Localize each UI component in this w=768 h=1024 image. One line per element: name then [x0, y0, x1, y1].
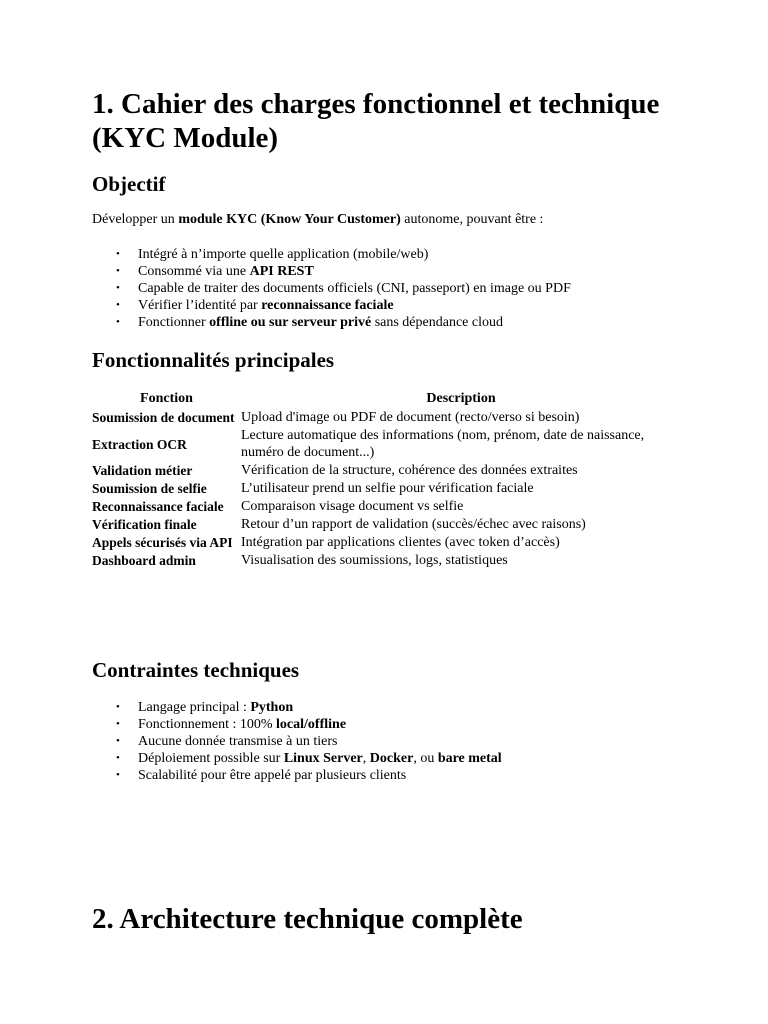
- table-header-row: [92, 389, 681, 409]
- description-cell: Vérification de la structure, cohérence des données extraites: [241, 463, 578, 478]
- description-cell: Comparaison visage document vs selfie: [241, 499, 464, 514]
- item-text: Déploiement possible sur: [138, 751, 284, 766]
- item-text: Consommé via une: [138, 264, 250, 279]
- item-text-bold: offline ou sur serveur privé: [209, 315, 372, 330]
- objectif-list: [92, 246, 571, 331]
- objectif-list-item: [92, 280, 571, 297]
- bullet-dot: •: [116, 299, 120, 311]
- item-text: Aucune donnée transmise à un tiers: [138, 734, 338, 749]
- table-row: [92, 462, 681, 480]
- section-1-title: 1. Cahier des charges fonctionnel et technique (KYC Module): [92, 88, 660, 154]
- bullet-dot: •: [116, 752, 120, 764]
- objectif-list-item: [92, 263, 571, 280]
- description-cell: Lecture automatique des informations (nom, prénom, date de naissance, numéro de document...): [241, 428, 645, 460]
- contraintes-list-item: [92, 733, 502, 750]
- bullet-dot: •: [116, 769, 120, 781]
- objectif-list-item: [92, 297, 571, 314]
- bullet-dot: •: [116, 316, 120, 328]
- intro-text-pre: Développer un: [92, 212, 179, 227]
- fonctionnalites-heading: Fonctionnalités principales: [92, 348, 335, 372]
- item-text: Langage principal :: [138, 700, 251, 715]
- table-row: [92, 498, 681, 516]
- fonction-cell: Reconnaissance faciale: [92, 499, 224, 514]
- objectif-intro: [92, 211, 543, 229]
- bullet-dot: •: [116, 718, 120, 730]
- table-row: [92, 409, 681, 427]
- contraintes-list-item: [92, 699, 502, 716]
- contraintes-list-item: [92, 716, 502, 733]
- item-text: Vérifier l’identité par: [138, 298, 262, 313]
- fonction-cell: Vérification finale: [92, 517, 197, 532]
- item-text-bold: Python: [250, 700, 294, 715]
- item-text: Fonctionner: [138, 315, 210, 330]
- contraintes-list-item: [92, 767, 502, 784]
- fonction-cell: Extraction OCR: [92, 436, 187, 452]
- item-text: Capable de traiter des documents officiels (CNI, passeport) en image ou PDF: [138, 281, 571, 296]
- table-row: [92, 516, 681, 534]
- objectif-list-item: [92, 314, 571, 331]
- column-header-fonction: Fonction: [140, 390, 193, 406]
- fonction-cell: Soumission de selfie: [92, 481, 207, 496]
- objectif-list-item: [92, 246, 571, 263]
- item-text-bold: Linux Server: [283, 751, 363, 766]
- description-cell: Visualisation des soumissions, logs, statistiques: [241, 553, 508, 568]
- item-text-sep: ,: [362, 751, 370, 766]
- objectif-heading: Objectif: [92, 172, 166, 196]
- item-text-bold: local/offline: [276, 717, 347, 732]
- table-row: [92, 534, 681, 552]
- intro-text-bold: module KYC (Know Your Customer): [178, 212, 401, 227]
- intro-text-post: autonome, pouvant être :: [400, 212, 544, 227]
- bullet-dot: •: [116, 265, 120, 277]
- item-text-bold-2: Docker: [369, 751, 414, 766]
- bullet-dot: •: [116, 735, 120, 747]
- contraintes-heading: Contraintes techniques: [92, 658, 300, 682]
- item-text-post: sans dépendance cloud: [371, 315, 503, 330]
- description-cell: Upload d'image ou PDF de document (recto/verso si besoin): [241, 410, 580, 425]
- description-cell: L’utilisateur prend un selfie pour vérification faciale: [241, 481, 534, 496]
- section-2-title: 2. Architecture technique complète: [92, 903, 523, 935]
- item-text-bold: reconnaissance faciale: [261, 298, 394, 313]
- table-row: [92, 427, 681, 462]
- item-text-bold: API REST: [249, 264, 314, 279]
- bullet-dot: •: [116, 282, 120, 294]
- table-row: [92, 480, 681, 498]
- contraintes-list-item: [92, 750, 502, 767]
- fonction-cell: Appels sécurisés via API: [92, 535, 233, 550]
- fonctionnalites-table: [92, 389, 681, 570]
- item-text: Fonctionnement : 100%: [138, 717, 277, 732]
- fonction-cell: Soumission de document: [92, 410, 235, 425]
- contraintes-list: [92, 699, 502, 784]
- fonction-cell: Dashboard admin: [92, 553, 196, 568]
- item-text: Scalabilité pour être appelé par plusieurs clients: [138, 768, 407, 783]
- column-header-description: Description: [426, 390, 496, 406]
- bullet-dot: •: [116, 701, 120, 713]
- item-text-bold-3: bare metal: [437, 751, 502, 766]
- fonction-cell: Validation métier: [92, 463, 193, 478]
- bullet-dot: •: [116, 248, 120, 260]
- item-text-sep-2: , ou: [413, 751, 438, 766]
- item-text: Intégré à n’importe quelle application (mobile/web): [138, 247, 429, 262]
- description-cell: Retour d’un rapport de validation (succès/échec avec raisons): [241, 517, 586, 532]
- table-row: [92, 552, 681, 570]
- description-cell: Intégration par applications clientes (avec token d’accès): [241, 535, 560, 550]
